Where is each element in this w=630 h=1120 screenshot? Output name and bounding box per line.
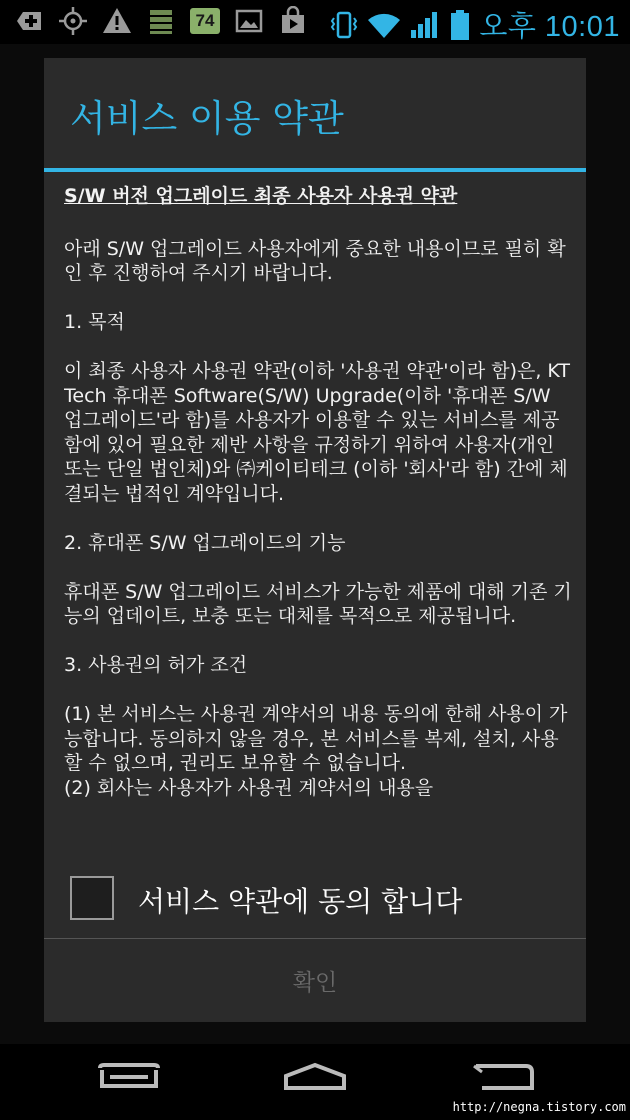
play-store-icon (278, 6, 308, 36)
navigation-bar (0, 1044, 630, 1120)
terms-paragraph: (1) 본 서비스는 사용권 계약서의 내용 동의에 한해 사용이 가능합니다. 동의하지 않을 경우, 본 서비스를 복제, 설치, 사용할 수 없으며, 권리도 보유할 수 없습니다. (64, 703, 568, 774)
agree-row[interactable] (44, 868, 586, 940)
home-icon[interactable] (282, 1062, 348, 1092)
notification-count-icon (190, 8, 220, 34)
terms-paragraph: 휴대폰 S/W 업그레이드 서비스가 가능한 제품에 대해 기존 기능의 업데이트, 보충 또는 대체를 목적으로 제공됩니다. (64, 580, 572, 627)
watermark: http://negna.tistory.com (452, 1100, 626, 1114)
signal-icon (409, 10, 441, 40)
back-icon[interactable] (470, 1062, 536, 1092)
terms-paragraph: 아래 S/W 업그레이드 사용자에게 중요한 내용이므로 필히 확인 후 진행하여 주시기 바랍니다. (64, 237, 566, 284)
menu-icon[interactable] (96, 1062, 162, 1092)
terms-dialog (44, 58, 586, 1022)
notification-count: 74 (195, 11, 215, 30)
agree-checkbox[interactable] (70, 876, 114, 920)
terms-section-title: 3. 사용권의 허가 조건 (64, 654, 248, 676)
terms-paragraph: (2) 회사는 사용자가 사용권 계약서의 내용을 (64, 776, 434, 799)
terms-content-scroll[interactable] (64, 184, 572, 864)
confirm-button[interactable]: 확인 (44, 939, 586, 1022)
agree-label[interactable]: 서비스 약관에 동의 합니다 (138, 885, 463, 918)
terms-section-title: 1. 목적 (64, 311, 125, 333)
wifi-icon (367, 10, 401, 40)
warning-icon (102, 6, 132, 36)
terms-heading: S/W 버전 업그레이드 최종 사용자 사용권 약관 (64, 185, 458, 207)
vibrate-icon (329, 10, 359, 40)
image-icon (234, 6, 264, 36)
title-divider (44, 168, 586, 172)
status-bar (0, 0, 630, 44)
battery-icon (449, 9, 471, 41)
dialog-title: 서비스 이용 약관 (70, 97, 344, 140)
clock: 오후 10:01 (479, 11, 620, 43)
terms-section-title: 2. 휴대폰 S/W 업그레이드의 기능 (64, 531, 346, 554)
storage-icon (146, 6, 176, 36)
gps-icon (58, 6, 88, 36)
add-icon (14, 6, 44, 36)
terms-paragraph: 이 최종 사용자 사용권 약관(이하 '사용권 약관'이라 함)은, KT Tech 휴대폰 Software(S/W) Upgrade(이하 '휴대폰 S/W 업그레이드'라 함)를 사용자가 이용할 수 있는 서비스를 제공함에 있어 필요한 제반 사항을 규정하기 위하여 사용자(개인 또는 단일 법인체)와 ㈜케이티테크 (이하 '회사'라 함) 간에 체결되는 법적인 계약입니다. (64, 360, 571, 505)
